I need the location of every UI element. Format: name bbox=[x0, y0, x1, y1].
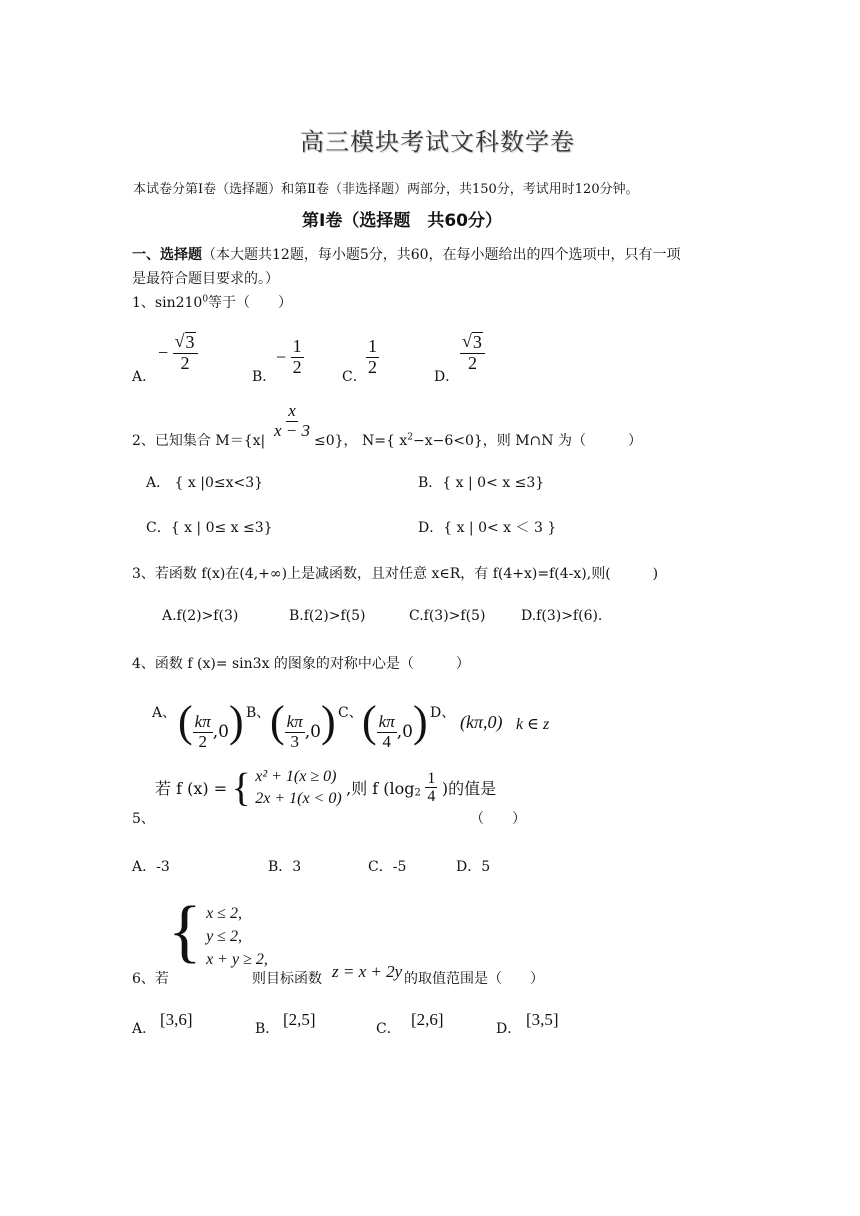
q2-fraction bbox=[272, 402, 312, 440]
q4-option-d-label: D、 bbox=[430, 705, 456, 721]
q1-option-a bbox=[158, 332, 198, 374]
q1-option-a-sign: − bbox=[158, 342, 169, 363]
q6-option-a: [3,6] bbox=[160, 1010, 193, 1029]
q2-option-d: D．{ x | 0< x ＜ 3 } bbox=[418, 520, 557, 536]
instructions-line-1 bbox=[132, 244, 681, 264]
q1-option-c bbox=[366, 337, 379, 378]
q5-post-a: ,则 f (log bbox=[346, 779, 415, 799]
q4-option-d-tail: k ∈ z bbox=[516, 716, 550, 733]
q5-option-c: C．-5 bbox=[368, 859, 407, 875]
q4-option-a-label: A、 bbox=[152, 705, 177, 721]
sqrt-icon: √ bbox=[462, 331, 472, 351]
q6-option-c: [2,6] bbox=[411, 1010, 444, 1029]
q1-option-b bbox=[276, 337, 304, 378]
q3-option-b: B.f(2)>f(5) bbox=[289, 608, 366, 624]
q1-option-b-label: B． bbox=[252, 369, 277, 385]
q4-option-a: ( $\frac{k\pi}{2}$ ,0) bbox=[178, 697, 244, 751]
q3-option-c: C.f(3)>f(5) bbox=[409, 608, 486, 624]
q4-option-c-label: C、 bbox=[338, 705, 363, 721]
q2-option-b: B．{ x | 0< x ≤3} bbox=[418, 475, 545, 491]
q5-post-b: )的值是 bbox=[441, 779, 497, 799]
q5-case-1: x² + 1(x ≥ 0) bbox=[255, 768, 337, 785]
q6-option-c-label: C． bbox=[376, 1021, 401, 1037]
q4-option-b: ( $\frac{k\pi}{3}$ ,0) bbox=[270, 697, 336, 751]
q6-mid: 则目标函数 bbox=[252, 971, 322, 987]
q5-cases bbox=[255, 766, 341, 809]
brace-icon: { bbox=[168, 893, 202, 970]
q2-frac-den: x − 3 bbox=[274, 420, 311, 440]
q3-option-d: D.f(3)>f(6). bbox=[521, 608, 603, 624]
q1-option-c-label: C． bbox=[342, 369, 367, 385]
q5-case-2: 2x + 1(x < 0) bbox=[255, 789, 342, 807]
q5-number: 5、 bbox=[132, 811, 155, 827]
q3-stem: 3、若函数 f(x)在(4,+∞)上是减函数，且对任意 x∈R，有 f(4+x)=f(4-x),则( ) bbox=[132, 566, 659, 582]
q6-number: 6、若 bbox=[132, 971, 169, 987]
q1-option-d-frac: √ 3 2 bbox=[460, 332, 485, 374]
brace-icon: { bbox=[231, 764, 251, 810]
q1-option-d bbox=[460, 332, 485, 374]
q2-option-c: C．{ x | 0≤ x ≤3} bbox=[146, 520, 273, 536]
sqrt-icon: √ bbox=[174, 331, 185, 351]
q1-option-c-frac: $\frac{1}{2}$ bbox=[368, 336, 377, 377]
q6-system bbox=[168, 893, 268, 972]
q6-expr: z = x + 2y bbox=[332, 962, 403, 981]
q3-option-a: A.f(2)>f(3) bbox=[162, 608, 239, 624]
q6-option-a-label: A． bbox=[132, 1021, 157, 1037]
q6-constraints: x ≤ 2, y ≤ 2, x + y ≥ 2, bbox=[206, 905, 268, 969]
q2-frac-num: x bbox=[288, 401, 296, 420]
q5-option-a: A．-3 bbox=[132, 859, 170, 875]
q4-stem: 4、函数 f (x)= sin3x 的图象的对称中心是（ ） bbox=[132, 656, 470, 672]
q1-stem-text: 1、sin210 bbox=[132, 295, 203, 311]
instructions-line-2: 是最符合题目要求的。） bbox=[132, 271, 279, 287]
q1-option-b-sign: − bbox=[276, 346, 287, 367]
q4-option-b-label: B、 bbox=[246, 705, 271, 721]
q1-option-a-frac: √ 3 2 bbox=[173, 332, 198, 374]
q5-pre: 若 f (x) = bbox=[155, 779, 228, 799]
q6-tail: 的取值范围是（ ） bbox=[404, 971, 544, 987]
page-title: 高三模块考试文科数学卷 bbox=[300, 128, 575, 156]
q1-stem bbox=[132, 292, 292, 312]
q4-option-c: ( $\frac{k\pi}{4}$ ,0) bbox=[362, 697, 428, 751]
q6-option-d-label: D． bbox=[496, 1021, 522, 1037]
q1-option-a-label: A． bbox=[132, 369, 157, 385]
q6-option-b: [2,5] bbox=[283, 1010, 316, 1029]
q1-option-d-label: D． bbox=[434, 369, 460, 385]
q1-stem-tail: 等于（ ） bbox=[208, 295, 293, 311]
q4-option-d: (kπ,0) bbox=[460, 712, 503, 732]
q5-option-b: B．3 bbox=[268, 859, 302, 875]
q1-degree-sup: 0 bbox=[202, 294, 209, 305]
q1-option-b-frac: $\frac{1}{2}$ bbox=[292, 336, 302, 377]
instructions-text: （本大题共12题，每小题5分，共60，在每小题给出的四个选项中，只有一项 bbox=[202, 247, 681, 263]
exam-intro: 本试卷分第Ⅰ卷（选择题）和第Ⅱ卷（非选择题）两部分，共150分，考试用时120分钟。 bbox=[133, 182, 639, 197]
q2-stem-pre: 2、已知集合 M＝{x| bbox=[132, 433, 266, 449]
q6-option-d: [3,5] bbox=[526, 1010, 559, 1029]
instructions-heading: 一、选择题 bbox=[132, 247, 202, 263]
q5-option-d: D．5 bbox=[456, 859, 491, 875]
q5-formula: 若 f (x) = { x² + 1(x ≥ 0) 2x + 1(x < 0) ,则 f ($\log_2$ $\frac{1}{4}$ )的值是 bbox=[155, 764, 497, 810]
q5-bracket: （ ） bbox=[470, 811, 526, 827]
q6-option-b-label: B． bbox=[255, 1021, 280, 1037]
q2-stem-post: ≤0}， N={ $x^2-x-6<0$}，则 M∩N 为（ ） bbox=[314, 432, 642, 449]
section-title: 第Ⅰ卷（选择题 共60分） bbox=[302, 211, 502, 231]
q2-option-a: A． { x |0≤x<3} bbox=[146, 475, 264, 491]
